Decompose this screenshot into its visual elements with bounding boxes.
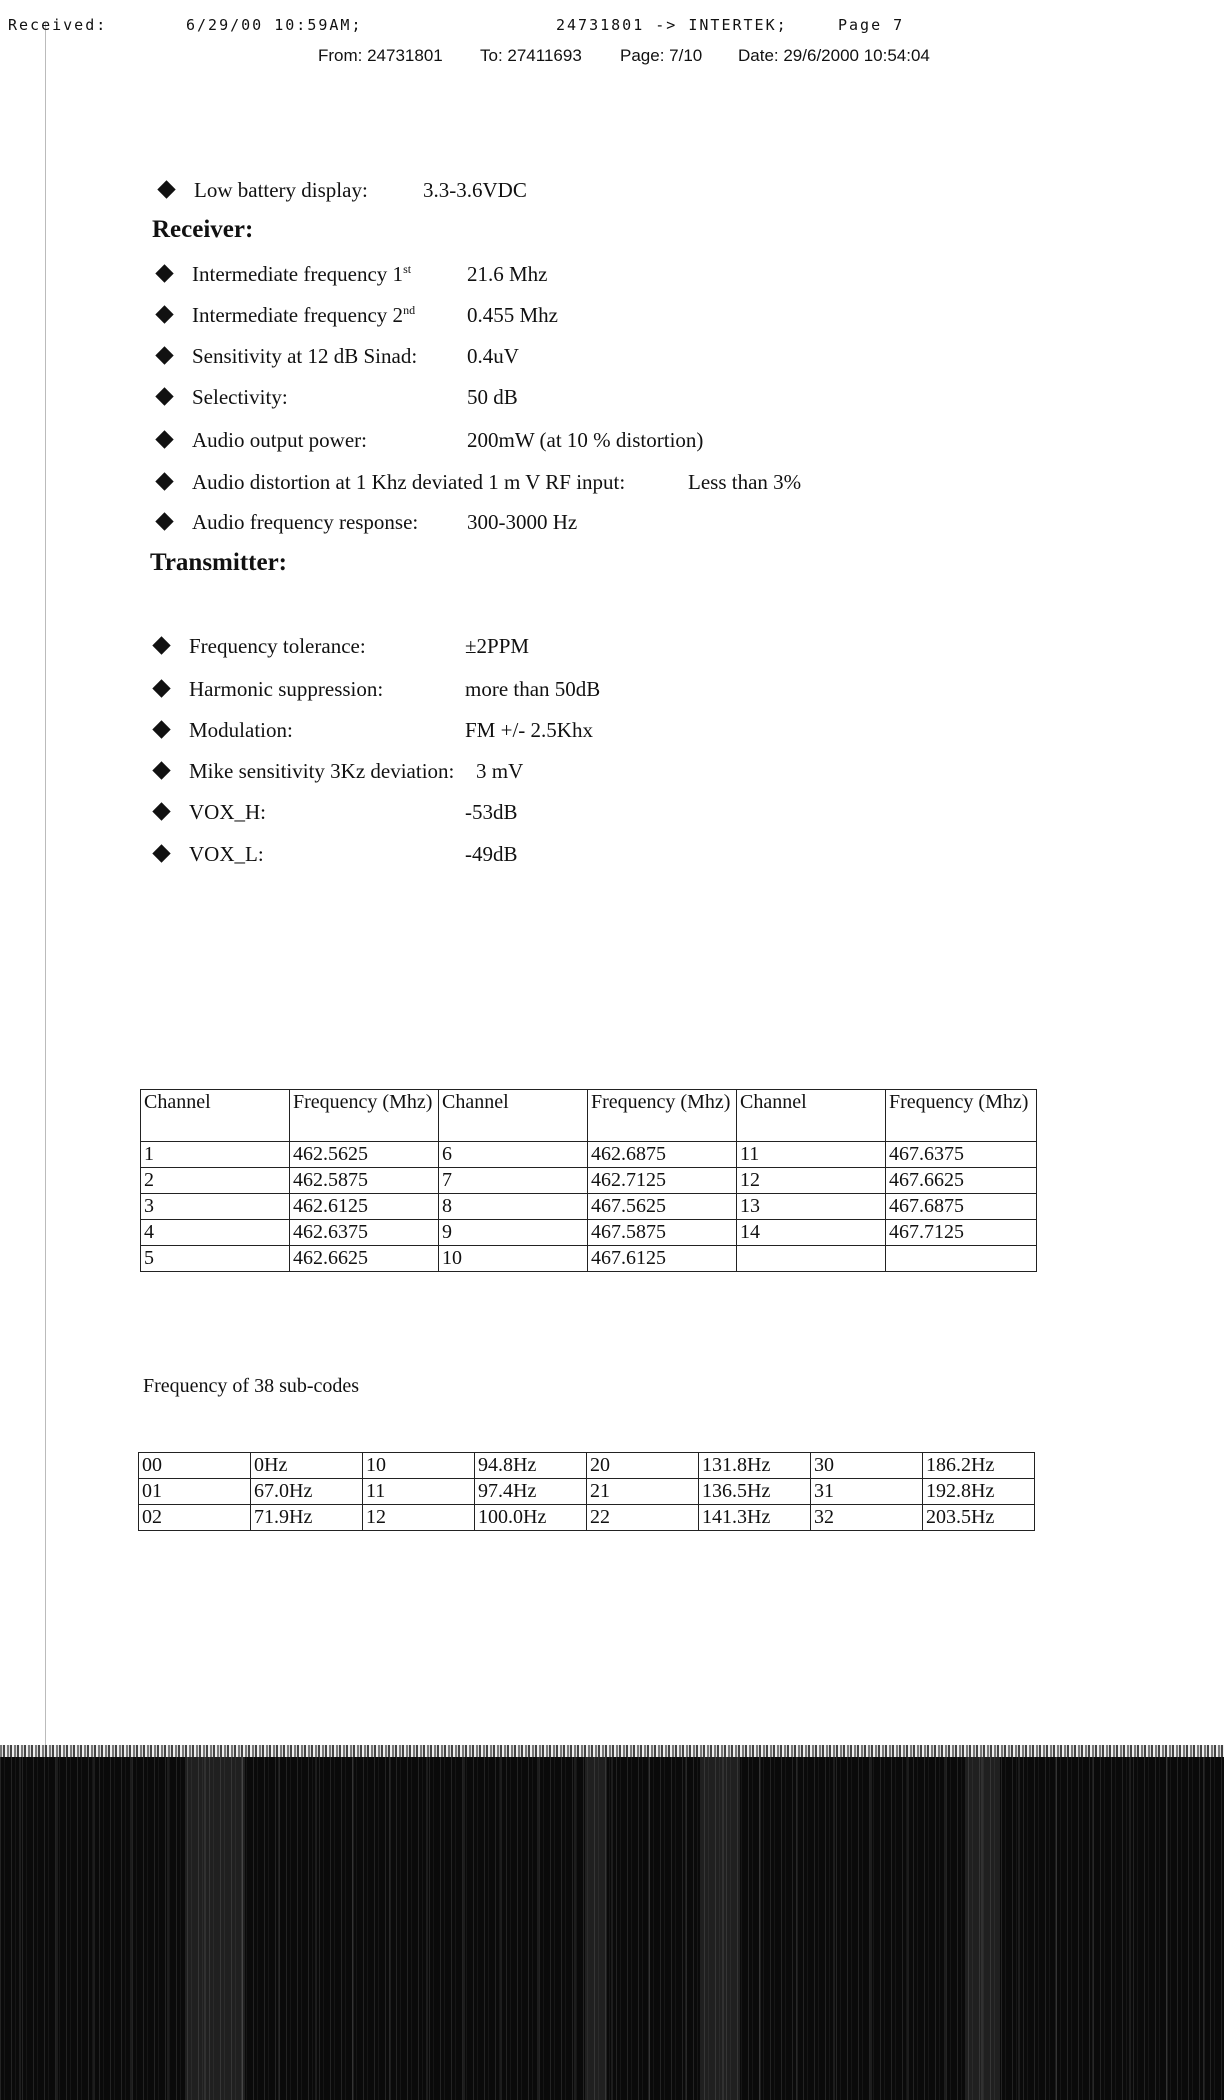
- table-cell: 467.6875: [886, 1194, 1037, 1220]
- transmitter-heading: Transmitter:: [150, 549, 287, 576]
- diamond-bullet-icon: [152, 844, 172, 864]
- table-cell: 462.5625: [290, 1142, 439, 1168]
- table-cell: 13: [737, 1194, 886, 1220]
- fax-route: 24731801 -> INTERTEK;: [556, 16, 788, 34]
- received-datetime: 6/29/00 10:59AM;: [186, 16, 363, 34]
- table-cell: 00: [139, 1453, 251, 1479]
- table-cell: 462.7125: [588, 1168, 737, 1194]
- table-cell: 131.8Hz: [699, 1453, 811, 1479]
- transmission-date: Date: 29/6/2000 10:54:04: [738, 46, 930, 65]
- table-cell: 8: [439, 1194, 588, 1220]
- header-cell: Channel: [141, 1090, 290, 1142]
- spec-value: 200mW (at 10 % distortion): [467, 428, 704, 452]
- diamond-bullet-icon: [155, 430, 175, 450]
- table-cell: 12: [737, 1168, 886, 1194]
- page-count: Page: 7/10: [620, 46, 703, 65]
- table-cell: 467.6375: [886, 1142, 1037, 1168]
- table-cell: 467.6125: [588, 1246, 737, 1272]
- scan-noise-band: [965, 1748, 1000, 2100]
- table-cell: 14: [737, 1220, 886, 1246]
- spec-label: Audio distortion at 1 Khz deviated 1 m V RF input:: [192, 470, 626, 494]
- table-cell: 67.0Hz: [251, 1479, 363, 1505]
- table-cell: 30: [811, 1453, 923, 1479]
- diamond-bullet-icon: [155, 305, 175, 325]
- diamond-bullet-icon: [152, 720, 172, 740]
- table-row: [139, 1479, 1035, 1505]
- table-cell: 100.0Hz: [475, 1505, 587, 1531]
- spec-label: Harmonic suppression:: [189, 677, 384, 701]
- spec-label: VOX_L:: [189, 842, 264, 866]
- table-cell: 462.6125: [290, 1194, 439, 1220]
- diamond-bullet-icon: [155, 472, 175, 492]
- table-row: [141, 1168, 1037, 1194]
- table-cell: 11: [737, 1142, 886, 1168]
- diamond-bullet-icon: [157, 180, 177, 200]
- table-cell: 71.9Hz: [251, 1505, 363, 1531]
- table-cell: 9: [439, 1220, 588, 1246]
- spec-value: 3 mV: [476, 759, 524, 783]
- spec-label: Modulation:: [189, 718, 293, 742]
- table-cell: 467.7125: [886, 1220, 1037, 1246]
- table-cell: 11: [363, 1479, 475, 1505]
- diamond-bullet-icon: [155, 264, 175, 284]
- ordinal-suffix: st: [403, 262, 412, 276]
- table-row: [141, 1194, 1037, 1220]
- table-cell: 462.6875: [588, 1142, 737, 1168]
- table-cell: 01: [139, 1479, 251, 1505]
- spec-value: -53dB: [465, 800, 518, 824]
- table-cell: 4: [141, 1220, 290, 1246]
- header-cell: Channel: [439, 1090, 588, 1142]
- receiver-heading: Receiver:: [152, 216, 254, 243]
- table-cell: 10: [439, 1246, 588, 1272]
- spec-value: ±2PPM: [465, 634, 530, 658]
- diamond-bullet-icon: [155, 387, 175, 407]
- spec-label: Intermediate frequency 1: [192, 262, 404, 286]
- table-cell: 3: [141, 1194, 290, 1220]
- spec-value: FM +/- 2.5Khx: [465, 718, 593, 742]
- spec-value: Less than 3%: [688, 470, 802, 494]
- fax-page-label: Page 7: [838, 16, 905, 34]
- spec-label: VOX_H:: [189, 800, 266, 824]
- table-cell: 1: [141, 1142, 290, 1168]
- table-cell: [737, 1246, 886, 1272]
- spec-label: Audio frequency response:: [192, 510, 419, 534]
- received-label: Received:: [8, 16, 108, 34]
- table-cell: 2: [141, 1168, 290, 1194]
- diamond-bullet-icon: [155, 346, 175, 366]
- scan-noise-area: [0, 1748, 1224, 2100]
- table-cell: 31: [811, 1479, 923, 1505]
- table-cell: 6: [439, 1142, 588, 1168]
- spec-value: 21.6 Mhz: [467, 262, 548, 286]
- table-cell: 186.2Hz: [923, 1453, 1035, 1479]
- table-cell: [886, 1246, 1037, 1272]
- table-cell: 5: [141, 1246, 290, 1272]
- scan-noise-band: [185, 1748, 245, 2100]
- table-cell: 462.5875: [290, 1168, 439, 1194]
- scan-noise-band: [700, 1748, 740, 2100]
- spec-label: Intermediate frequency 2: [192, 303, 404, 327]
- spec-value: 0.455 Mhz: [467, 303, 558, 327]
- spec-value: -49dB: [465, 842, 518, 866]
- spec-label: Frequency tolerance:: [189, 634, 366, 658]
- table-row: [139, 1505, 1035, 1531]
- spec-label: Selectivity:: [192, 385, 288, 409]
- table-cell: 97.4Hz: [475, 1479, 587, 1505]
- header-cell: Channel: [737, 1090, 886, 1142]
- scan-noise-edge: [0, 1745, 1224, 1757]
- table-row: [141, 1142, 1037, 1168]
- spec-label: Mike sensitivity 3Kz deviation:: [189, 759, 455, 783]
- diamond-bullet-icon: [152, 761, 172, 781]
- page-edge-line: [45, 22, 46, 1747]
- table-header-row: [141, 1090, 1037, 1142]
- subcode-frequency-table: [138, 1452, 1035, 1531]
- header-cell: Frequency (Mhz): [290, 1090, 439, 1142]
- table-cell: 02: [139, 1505, 251, 1531]
- table-cell: 21: [587, 1479, 699, 1505]
- table-cell: 136.5Hz: [699, 1479, 811, 1505]
- diamond-bullet-icon: [152, 679, 172, 699]
- channel-frequency-table: [140, 1089, 1037, 1272]
- diamond-bullet-icon: [155, 512, 175, 532]
- table-cell: 10: [363, 1453, 475, 1479]
- table-cell: 462.6625: [290, 1246, 439, 1272]
- spec-label: Audio output power:: [192, 428, 367, 452]
- table-cell: 192.8Hz: [923, 1479, 1035, 1505]
- header-cell: Frequency (Mhz): [588, 1090, 737, 1142]
- table-cell: 203.5Hz: [923, 1505, 1035, 1531]
- table-cell: 20: [587, 1453, 699, 1479]
- diamond-bullet-icon: [152, 802, 172, 822]
- spec-label: Sensitivity at 12 dB Sinad:: [192, 344, 418, 368]
- table-cell: 467.5625: [588, 1194, 737, 1220]
- table-cell: 32: [811, 1505, 923, 1531]
- table-row: [141, 1246, 1037, 1272]
- table-cell: 12: [363, 1505, 475, 1531]
- table-row: [139, 1453, 1035, 1479]
- table-cell: 0Hz: [251, 1453, 363, 1479]
- spec-label: Low battery display:: [194, 178, 368, 202]
- ordinal-suffix: nd: [403, 303, 416, 317]
- spec-value: 0.4uV: [467, 344, 519, 368]
- scan-noise-band: [585, 1748, 607, 2100]
- table-cell: 22: [587, 1505, 699, 1531]
- table-cell: 467.5875: [588, 1220, 737, 1246]
- table-cell: 462.6375: [290, 1220, 439, 1246]
- spec-value: more than 50dB: [465, 677, 601, 701]
- from-number: From: 24731801: [318, 46, 443, 65]
- subcodes-caption: Frequency of 38 sub-codes: [143, 1375, 360, 1397]
- spec-value: 3.3-3.6VDC: [423, 178, 527, 202]
- table-cell: 7: [439, 1168, 588, 1194]
- table-cell: 141.3Hz: [699, 1505, 811, 1531]
- spec-value: 50 dB: [467, 385, 518, 409]
- fax-header: [8, 16, 1108, 40]
- spec-value: 300-3000 Hz: [467, 510, 578, 534]
- diamond-bullet-icon: [152, 636, 172, 656]
- to-number: To: 27411693: [480, 46, 582, 65]
- header-cell: Frequency (Mhz): [886, 1090, 1037, 1142]
- table-cell: 94.8Hz: [475, 1453, 587, 1479]
- table-cell: 467.6625: [886, 1168, 1037, 1194]
- table-row: [141, 1220, 1037, 1246]
